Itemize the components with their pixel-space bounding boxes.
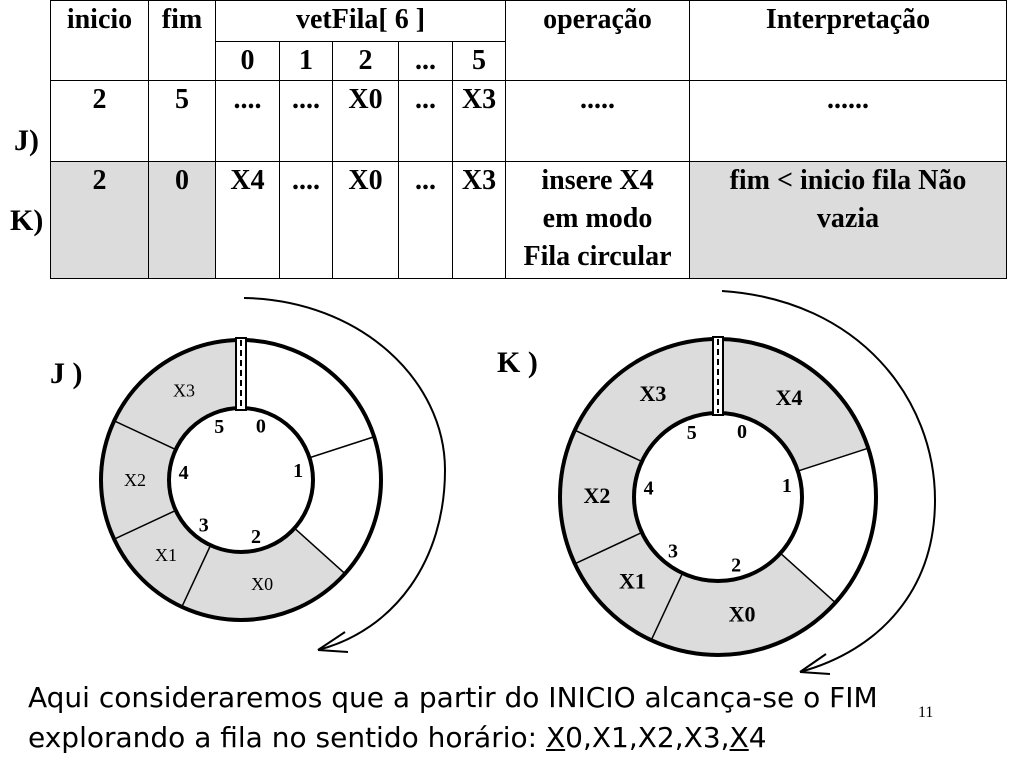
row-k-cell-dots: ... [399,162,453,279]
caption-x4-underlined: X [729,721,749,754]
slot-label-X0: X0 [251,573,274,594]
row-k-inicio: 2 [51,162,149,279]
queue-state-table [50,0,1007,279]
caption-line-2-mid: 0,X1,X2,X3, [565,721,730,754]
caption-line-2-prefix: explorando a fila no sentido horário: [28,721,546,754]
slot-label-X4: X4 [775,385,803,411]
row-j-cell-5: X3 [453,81,506,162]
row-k-cell-0: X4 [216,162,280,279]
row-k-operacao-line-2: em modo [542,203,653,234]
circular-queue-diagrams [0,280,1024,680]
inner-ring [169,408,313,552]
row-j-fim: 5 [149,81,216,162]
caption-line-2 [28,718,878,758]
circular-queue-k [497,291,935,674]
header-inicio: inicio [51,1,149,81]
index-5: 5 [686,422,697,445]
caption [28,678,878,758]
row-k-interpretacao-line-1: fim < inicio fila Não [729,165,967,196]
index-3: 3 [668,540,679,563]
row-k-fim: 0 [149,162,216,279]
index-5: 5 [214,416,225,439]
slot-label-X3: X3 [173,380,196,401]
row-k-operacao-line-3: Fila circular [523,241,672,272]
caption-line-1: Aqui consideraremos que a partir do INICIO alcança-se o FIM [28,681,878,714]
diagram-label: J ) [50,357,83,390]
index-2: 2 [731,554,742,577]
index-0: 0 [736,421,747,444]
row-k-cell-1: .... [280,162,333,279]
header-fim: fim [149,1,216,81]
row-j-interpretacao: ...... [690,81,1007,162]
index-3: 3 [198,514,209,537]
header-interpretacao: Interpretação [690,1,1007,81]
row-k-operacao-line-1: insere X4 [541,165,654,196]
index-header-dots: ... [399,42,453,81]
row-k-interpretacao-line-2: vazia [816,203,880,234]
header-operacao: operação [506,1,690,81]
slot-label-X2: X2 [124,470,146,490]
index-header-5: 5 [453,42,506,81]
row-label-k: K) [10,204,44,237]
index-header-2: 2 [333,42,399,81]
index-1: 1 [293,459,304,482]
row-k-cell-5: X3 [453,162,506,279]
row-j-cell-2: X0 [333,81,399,162]
index-2: 2 [251,526,262,549]
circular-queue-j [50,298,445,652]
index-4: 4 [643,477,654,500]
page-number: 11 [918,704,934,721]
index-header-1: 1 [280,42,333,81]
row-j-operacao: ..... [506,81,690,162]
row-j-cell-0: .... [216,81,280,162]
row-j-cell-dots: ... [399,81,453,162]
row-j-inicio: 2 [51,81,149,162]
diagram-label: K ) [497,346,538,379]
row-j-cell-1: .... [280,81,333,162]
caption-x0-underlined: X [545,721,566,754]
header-vetfila: vetFila[ 6 ] [216,1,506,42]
slot-label-X2: X2 [583,483,611,508]
row-k-cell-2: X0 [333,162,399,279]
row-k-operacao [506,162,690,279]
slot-label-X3: X3 [639,380,667,406]
inner-ring [634,413,802,581]
index-header-0: 0 [216,42,280,81]
slot-divider-0 [309,437,374,458]
index-4: 4 [178,461,189,484]
index-0: 0 [255,415,266,438]
index-1: 1 [781,474,792,497]
slot-label-X1: X1 [618,568,646,594]
caption-line-2-end: 4 [748,721,767,754]
slot-label-X0: X0 [728,601,756,627]
row-k-interpretacao [690,162,1007,279]
slot-label-X1: X1 [155,544,178,565]
row-label-j: J) [14,124,39,157]
